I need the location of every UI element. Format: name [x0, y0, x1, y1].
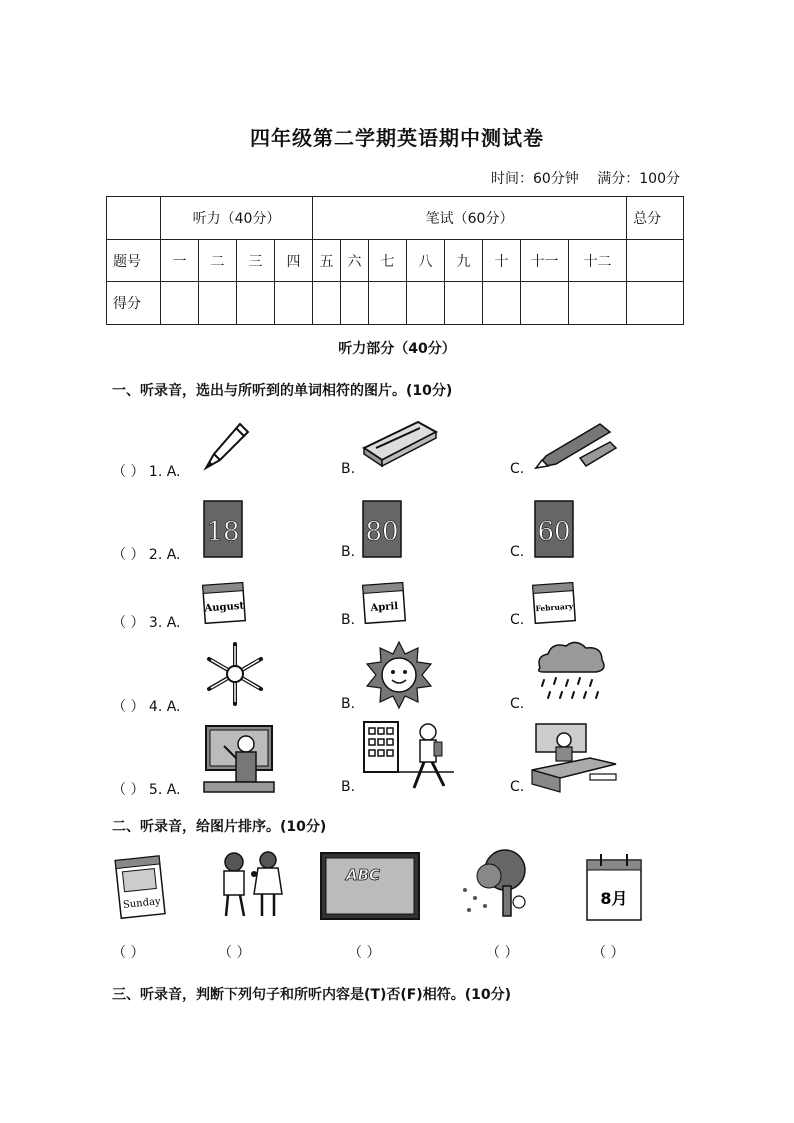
- card-number: 60: [537, 517, 571, 547]
- question-number: 十二: [569, 240, 627, 282]
- number-card-icon: [203, 500, 243, 558]
- question-number: 四: [275, 240, 313, 282]
- score-cell[interactable]: [199, 282, 237, 325]
- score-cell[interactable]: [483, 282, 521, 325]
- option-b-label: B.: [341, 612, 356, 628]
- question-number: 五: [313, 240, 341, 282]
- option-b-label: B.: [341, 461, 356, 477]
- total-score-cell[interactable]: [627, 282, 684, 325]
- office-desk-icon: [530, 720, 618, 794]
- order-paren-4[interactable]: （ ）: [486, 945, 519, 961]
- card-number: 18: [206, 517, 240, 547]
- total-number-cell: [627, 240, 684, 282]
- listening-header: 听力（40分）: [161, 197, 313, 240]
- question-number: 三: [237, 240, 275, 282]
- month-label: February: [535, 601, 574, 614]
- question-number: 二: [199, 240, 237, 282]
- score-cell[interactable]: [521, 282, 569, 325]
- option-c-label: C.: [510, 461, 525, 477]
- listening-heading: 听力部分（40分）: [338, 341, 456, 357]
- blackboard-text: ABC: [346, 866, 381, 884]
- option-a-label: 3. A.: [148, 615, 181, 631]
- option-a-label: 4. A.: [148, 699, 181, 715]
- calendar-icon: [532, 578, 578, 626]
- score-cell[interactable]: [407, 282, 445, 325]
- pencil-case-icon: [360, 418, 440, 470]
- number-card-icon: [534, 500, 574, 558]
- children-singing-icon: [214, 848, 286, 922]
- answer-paren[interactable]: （ ）: [112, 547, 145, 563]
- fountain-pen-icon: [530, 416, 618, 474]
- question-number: 十一: [521, 240, 569, 282]
- total-header: 总分: [627, 197, 684, 240]
- q4-row: [112, 696, 181, 716]
- question-number: 十: [483, 240, 521, 282]
- option-c-label: C.: [510, 779, 525, 795]
- calendar-day-text: Sunday: [122, 896, 162, 911]
- row-label-number: 题号: [107, 240, 161, 282]
- number-card-icon: [362, 500, 402, 558]
- section1-heading: 一、听录音，选出与所听到的单词相符的图片。(10分): [112, 383, 453, 399]
- sun-icon: [362, 640, 436, 710]
- score-cell[interactable]: [313, 282, 341, 325]
- table-corner: [107, 197, 161, 240]
- calendar-icon: [362, 578, 408, 626]
- q3-row: [112, 612, 181, 632]
- blackboard-icon: [320, 852, 420, 920]
- tree-leaves-icon: [455, 848, 543, 922]
- full-score: 满分：100分: [597, 171, 680, 187]
- rain-cloud-icon: [532, 638, 608, 708]
- order-paren-2[interactable]: （ ）: [218, 945, 251, 961]
- row-label-score: 得分: [107, 282, 161, 325]
- answer-paren[interactable]: （ ）: [112, 699, 145, 715]
- answer-paren[interactable]: （ ）: [112, 615, 145, 631]
- pencil-icon: [200, 418, 254, 474]
- option-b-label: B.: [341, 544, 356, 560]
- score-cell[interactable]: [237, 282, 275, 325]
- sunday-calendar-icon: [114, 852, 168, 920]
- q5-row: [112, 779, 181, 799]
- card-number: 80: [365, 517, 399, 547]
- option-b-label: B.: [341, 779, 356, 795]
- answer-paren[interactable]: （ ）: [112, 464, 145, 480]
- section3-heading: 三、听录音，判断下列句子和所听内容是(T)否(F)相符。(10分): [112, 987, 511, 1003]
- calendar-month-text: 8月: [600, 889, 628, 908]
- page-title: 四年级第二学期英语期中测试卷: [250, 126, 544, 150]
- option-a-label: 2. A.: [148, 547, 181, 563]
- time-limit: 时间：60分钟: [490, 171, 579, 187]
- august-calendar-icon: [585, 852, 643, 922]
- answer-paren[interactable]: （ ）: [112, 782, 145, 798]
- score-table: [106, 196, 684, 325]
- q2-row: [112, 544, 181, 564]
- written-header: 笔试（60分）: [313, 197, 627, 240]
- score-cell[interactable]: [445, 282, 483, 325]
- option-c-label: C.: [510, 612, 525, 628]
- classroom-teacher-icon: [202, 722, 276, 794]
- question-number: 八: [407, 240, 445, 282]
- q1-row: [112, 461, 181, 481]
- order-paren-5[interactable]: （ ）: [592, 945, 625, 961]
- snowflake-icon: [203, 640, 267, 708]
- option-a-label: 5. A.: [148, 782, 181, 798]
- score-cell[interactable]: [569, 282, 627, 325]
- order-paren-1[interactable]: （ ）: [112, 945, 145, 961]
- score-cell[interactable]: [341, 282, 369, 325]
- exam-meta: [477, 168, 680, 188]
- option-c-label: C.: [510, 544, 525, 560]
- month-label: April: [370, 601, 399, 614]
- option-b-label: B.: [341, 696, 356, 712]
- month-label: August: [204, 600, 245, 615]
- option-a-label: 1. A.: [148, 464, 181, 480]
- score-cell[interactable]: [161, 282, 199, 325]
- school-building-student-icon: [362, 720, 456, 796]
- question-number: 一: [161, 240, 199, 282]
- score-cell[interactable]: [275, 282, 313, 325]
- option-c-label: C.: [510, 696, 525, 712]
- question-number: 六: [341, 240, 369, 282]
- question-number: 九: [445, 240, 483, 282]
- section2-heading: 二、听录音，给图片排序。(10分): [112, 819, 327, 835]
- calendar-icon: [202, 578, 248, 626]
- order-paren-3[interactable]: （ ）: [348, 945, 381, 961]
- score-cell[interactable]: [369, 282, 407, 325]
- question-number: 七: [369, 240, 407, 282]
